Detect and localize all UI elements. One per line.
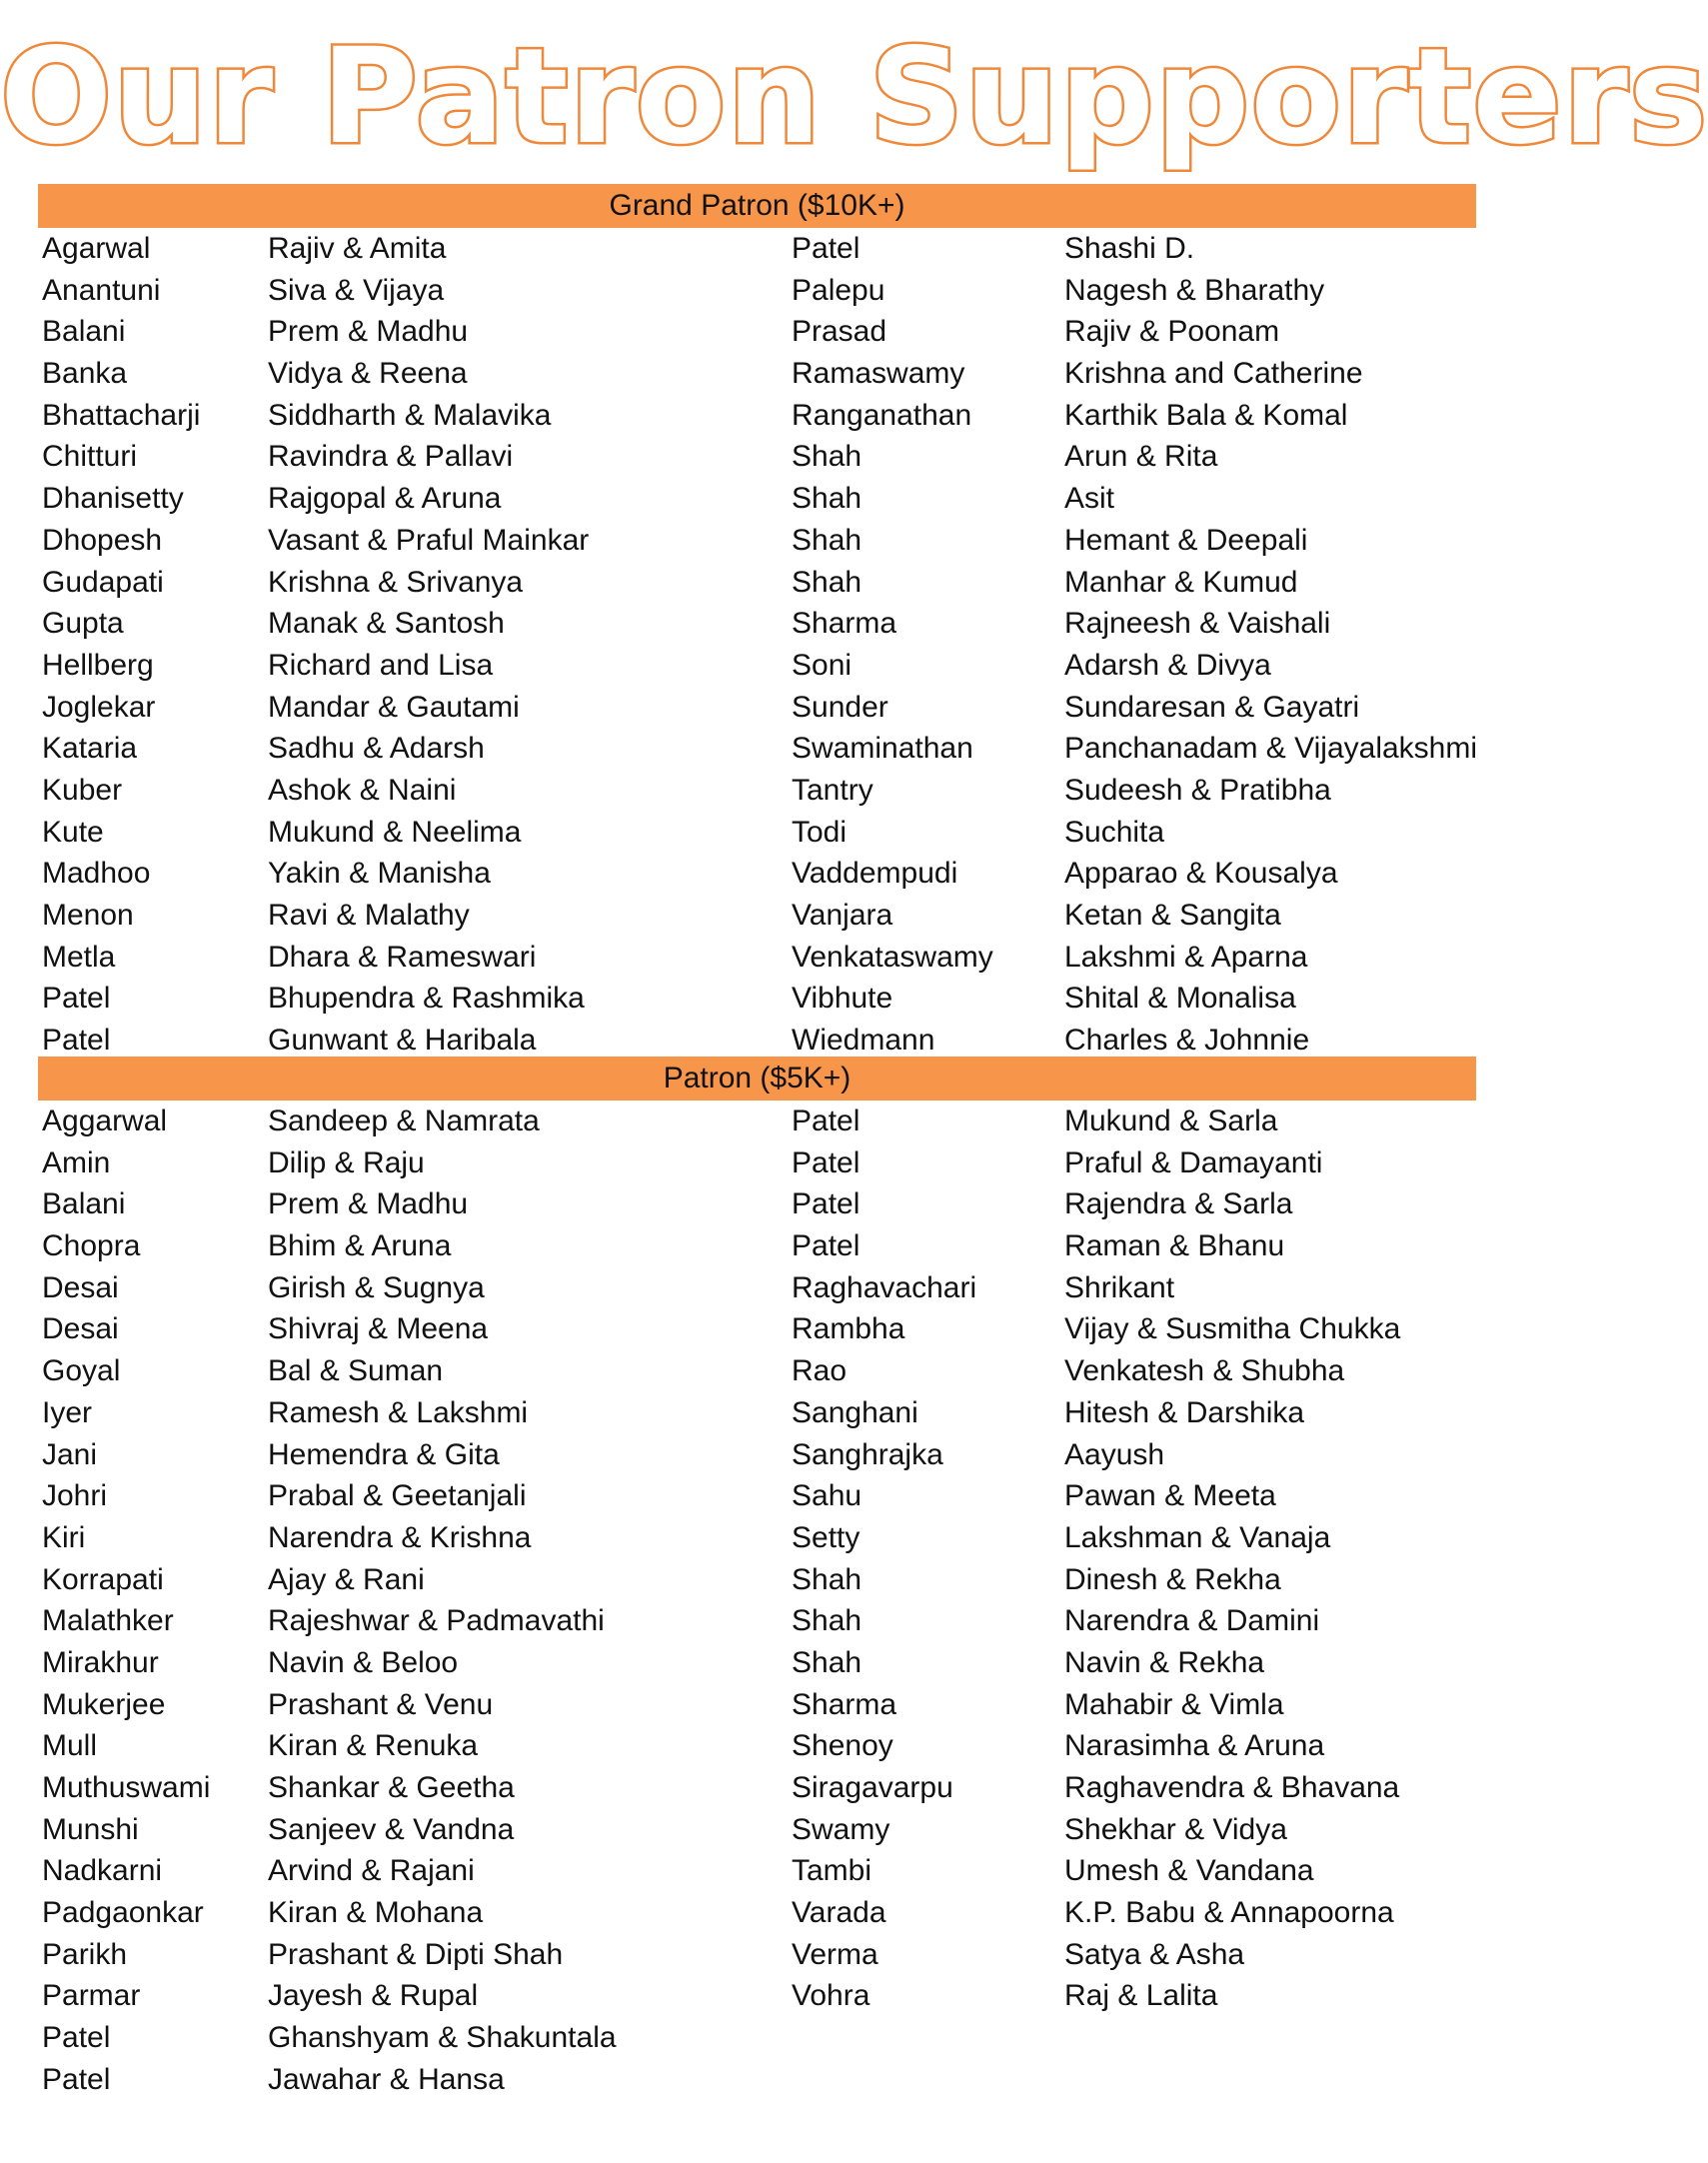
given-names-right: Sundaresan & Gayatri	[1064, 690, 1360, 724]
surname-right: Vanjara	[792, 899, 893, 932]
given-names-left: Dhara & Rameswari	[268, 940, 537, 974]
given-names-right: Dinesh & Rekha	[1064, 1562, 1281, 1596]
given-names-right: Suchita	[1064, 815, 1165, 849]
supporter-row	[0, 1020, 1476, 1062]
given-names-right: Arun & Rita	[1064, 440, 1218, 474]
surname-right: Todi	[792, 815, 848, 849]
supporter-row	[0, 395, 1476, 437]
surname-left: Muthuswami	[42, 1771, 211, 1804]
given-names-left: Sadhu & Adarsh	[268, 732, 485, 766]
given-names-left: Jayesh & Rupal	[268, 1979, 479, 2013]
given-names-right: Manhar & Kumud	[1064, 565, 1298, 599]
supporter-row	[0, 728, 1476, 770]
surname-right: Shah	[792, 1562, 862, 1596]
given-names-right: Shital & Monalisa	[1064, 982, 1296, 1016]
given-names-right: Hitesh & Darshika	[1064, 1395, 1305, 1429]
given-names-left: Siddharth & Malavika	[268, 398, 552, 432]
supporter-row	[0, 687, 1476, 729]
supporter-row	[0, 1183, 1476, 1225]
given-names-left: Girish & Sugnya	[268, 1270, 485, 1304]
given-names-left: Kiran & Mohana	[268, 1896, 484, 1930]
given-names-right: Narasimha & Aruna	[1064, 1729, 1325, 1763]
supporter-row	[0, 645, 1476, 687]
given-names-left: Bal & Suman	[268, 1354, 444, 1388]
surname-right: Raghavachari	[792, 1270, 977, 1304]
surname-right: Wiedmann	[792, 1024, 935, 1058]
given-names-left: Ajay & Rani	[268, 1562, 425, 1596]
given-names-left: Krishna & Srivanya	[268, 565, 524, 599]
supporter-row	[0, 1934, 1476, 1976]
surname-right: Sharma	[792, 1687, 897, 1721]
given-names-right: Nagesh & Bharathy	[1064, 273, 1325, 307]
given-names-left: Ravi & Malathy	[268, 899, 470, 932]
supporter-row	[0, 1142, 1476, 1184]
surname-right: Patel	[792, 1145, 860, 1179]
surname-right: Shah	[792, 523, 862, 557]
surname-left: Mull	[42, 1729, 98, 1763]
surname-left: Gudapati	[42, 565, 164, 599]
surname-left: Mirakhur	[42, 1645, 159, 1679]
given-names-right: Raj & Lalita	[1064, 1979, 1218, 2013]
given-names-left: Kiran & Renuka	[268, 1729, 479, 1763]
surname-left: Malathker	[42, 1604, 174, 1638]
given-names-left: Sanjeev & Vandna	[268, 1812, 515, 1846]
given-names-right: Mahabir & Vimla	[1064, 1687, 1284, 1721]
surname-left: Amin	[42, 1145, 111, 1179]
given-names-right: Rajiv & Poonam	[1064, 315, 1280, 349]
surname-left: Patel	[42, 2021, 111, 2055]
surname-left: Korrapati	[42, 1562, 164, 1596]
given-names-right: Raghavendra & Bhavana	[1064, 1771, 1400, 1804]
surname-right: Sahu	[792, 1479, 862, 1513]
supporter-row	[0, 1559, 1476, 1601]
given-names-left: Shivraj & Meena	[268, 1312, 489, 1346]
surname-left: Chitturi	[42, 440, 138, 474]
supporter-row	[0, 353, 1476, 395]
given-names-left: Ravindra & Pallavi	[268, 440, 514, 474]
given-names-right: Charles & Johnnie	[1064, 1024, 1310, 1058]
surname-right: Soni	[792, 648, 853, 682]
surname-left: Bhattacharji	[42, 398, 201, 432]
surname-left: Kute	[42, 815, 104, 849]
supporter-row	[0, 1225, 1476, 1267]
supporter-row	[0, 478, 1476, 520]
surname-left: Goyal	[42, 1354, 121, 1388]
given-names-left: Navin & Beloo	[268, 1645, 459, 1679]
given-names-right: Praful & Damayanti	[1064, 1145, 1323, 1179]
surname-left: Balani	[42, 315, 126, 349]
supporter-row	[0, 1684, 1476, 1726]
supporter-row	[0, 1308, 1476, 1350]
surname-left: Padgaonkar	[42, 1896, 204, 1930]
given-names-left: Manak & Santosh	[268, 607, 505, 641]
supporter-row	[0, 1100, 1476, 1142]
supporter-row	[0, 978, 1476, 1020]
given-names-right: Rajneesh & Vaishali	[1064, 607, 1331, 641]
surname-left: Chopra	[42, 1229, 141, 1263]
given-names-right: Mukund & Sarla	[1064, 1104, 1278, 1137]
given-names-left: Vidya & Reena	[268, 357, 468, 391]
surname-right: Siragavarpu	[792, 1771, 953, 1804]
given-names-right: Venkatesh & Shubha	[1064, 1354, 1345, 1388]
surname-left: Parmar	[42, 1979, 141, 2013]
surname-left: Gupta	[42, 607, 124, 641]
surname-right: Shah	[792, 1645, 862, 1679]
supporter-row	[0, 895, 1476, 937]
surname-left: Mukerjee	[42, 1687, 166, 1721]
surname-right: Shenoy	[792, 1729, 893, 1763]
page-title: Our Patron Supporters	[0, 20, 1708, 174]
surname-left: Parikh	[42, 1937, 128, 1971]
given-names-left: Ashok & Naini	[268, 773, 457, 807]
given-names-right: Umesh & Vandana	[1064, 1854, 1314, 1888]
surname-right: Ramaswamy	[792, 357, 965, 391]
surname-right: Rambha	[792, 1312, 905, 1346]
surname-right: Patel	[792, 232, 860, 265]
given-names-right: Shekhar & Vidya	[1064, 1812, 1287, 1846]
supporter-row	[0, 1434, 1476, 1476]
given-names-left: Siva & Vijaya	[268, 273, 445, 307]
supporter-row	[0, 1350, 1476, 1392]
surname-left: Patel	[42, 1024, 111, 1058]
given-names-right: Apparao & Kousalya	[1064, 857, 1338, 891]
surname-right: Shah	[792, 440, 862, 474]
supporter-row	[0, 228, 1476, 270]
given-names-right: Aayush	[1064, 1437, 1165, 1471]
given-names-left: Narendra & Krishna	[268, 1520, 532, 1554]
given-names-right: Sudeesh & Pratibha	[1064, 773, 1331, 807]
surname-right: Sanghani	[792, 1395, 918, 1429]
supporter-row	[0, 1850, 1476, 1892]
section-header-patron: Patron ($5K+)	[38, 1057, 1476, 1100]
given-names-left: Prem & Madhu	[268, 315, 469, 349]
surname-right: Sharma	[792, 607, 897, 641]
surname-right: Tantry	[792, 773, 873, 807]
surname-left: Desai	[42, 1270, 119, 1304]
given-names-left: Shankar & Geetha	[268, 1771, 515, 1804]
given-names-right: Shashi D.	[1064, 232, 1195, 265]
surname-right: Rao	[792, 1354, 848, 1388]
given-names-right: Rajendra & Sarla	[1064, 1187, 1293, 1221]
surname-right: Prasad	[792, 315, 887, 349]
given-names-left: Yakin & Manisha	[268, 857, 491, 891]
supporter-row	[0, 562, 1476, 604]
surname-right: Varada	[792, 1896, 886, 1930]
surname-left: Kiri	[42, 1520, 86, 1554]
given-names-left: Jawahar & Hansa	[268, 2062, 505, 2096]
supporter-row	[0, 1767, 1476, 1809]
surname-right: Vohra	[792, 1979, 870, 2013]
patron-list	[0, 1100, 1476, 2101]
given-names-left: Prashant & Dipti Shah	[268, 1937, 564, 1971]
surname-left: Kuber	[42, 773, 123, 807]
surname-right: Patel	[792, 1229, 860, 1263]
given-names-left: Arvind & Rajani	[268, 1854, 475, 1888]
surname-right: Palepu	[792, 273, 885, 307]
supporter-row	[0, 2059, 1476, 2101]
surname-right: Sunder	[792, 690, 888, 724]
surname-right: Shah	[792, 565, 862, 599]
surname-right: Shah	[792, 482, 862, 516]
surname-left: Madhoo	[42, 857, 151, 891]
surname-left: Menon	[42, 899, 134, 932]
given-names-right: Lakshman & Vanaja	[1064, 1520, 1331, 1554]
surname-left: Dhanisetty	[42, 482, 184, 516]
given-names-right: Asit	[1064, 482, 1115, 516]
surname-right: Patel	[792, 1104, 860, 1137]
given-names-left: Rajgopal & Aruna	[268, 482, 502, 516]
surname-right: Verma	[792, 1937, 878, 1971]
surname-left: Hellberg	[42, 648, 154, 682]
surname-right: Setty	[792, 1520, 860, 1554]
given-names-left: Ramesh & Lakshmi	[268, 1395, 529, 1429]
supporter-row	[0, 937, 1476, 979]
given-names-left: Richard and Lisa	[268, 648, 494, 682]
given-names-right: Satya & Asha	[1064, 1937, 1245, 1971]
surname-right: Vaddempudi	[792, 857, 958, 891]
surname-left: Iyer	[42, 1395, 93, 1429]
given-names-right: Pawan & Meeta	[1064, 1479, 1276, 1513]
given-names-right: K.P. Babu & Annapoorna	[1064, 1896, 1394, 1930]
surname-left: Kataria	[42, 732, 138, 766]
given-names-left: Vasant & Praful Mainkar	[268, 523, 590, 557]
given-names-left: Prashant & Venu	[268, 1687, 494, 1721]
supporter-row	[0, 1975, 1476, 2017]
supporter-row	[0, 603, 1476, 645]
given-names-left: Rajiv & Amita	[268, 232, 447, 265]
supporter-row	[0, 270, 1476, 312]
supporter-row	[0, 1475, 1476, 1517]
supporter-row	[0, 812, 1476, 854]
given-names-left: Hemendra & Gita	[268, 1437, 500, 1471]
supporter-row	[0, 1642, 1476, 1684]
surname-right: Patel	[792, 1187, 860, 1221]
given-names-left: Dilip & Raju	[268, 1145, 425, 1179]
given-names-left: Prem & Madhu	[268, 1187, 469, 1221]
grand-patron-list	[0, 228, 1476, 1062]
supporter-row	[0, 1725, 1476, 1767]
surname-right: Tambi	[792, 1854, 872, 1888]
surname-right: Shah	[792, 1604, 862, 1638]
supporter-row	[0, 1600, 1476, 1642]
supporter-row	[0, 770, 1476, 812]
surname-right: Sanghrajka	[792, 1437, 943, 1471]
given-names-right: Vijay & Susmitha Chukka	[1064, 1312, 1401, 1346]
surname-right: Ranganathan	[792, 398, 972, 432]
surname-left: Munshi	[42, 1812, 139, 1846]
surname-right: Swamy	[792, 1812, 890, 1846]
supporter-row	[0, 1892, 1476, 1934]
surname-right: Swaminathan	[792, 732, 973, 766]
given-names-right: Karthik Bala & Komal	[1064, 398, 1348, 432]
given-names-left: Ghanshyam & Shakuntala	[268, 2021, 617, 2055]
supporter-row	[0, 1809, 1476, 1851]
supporter-row	[0, 1517, 1476, 1559]
supporter-row	[0, 2017, 1476, 2059]
surname-left: Aggarwal	[42, 1104, 168, 1137]
given-names-right: Navin & Rekha	[1064, 1645, 1265, 1679]
surname-left: Balani	[42, 1187, 126, 1221]
given-names-right: Ketan & Sangita	[1064, 899, 1281, 932]
given-names-left: Gunwant & Haribala	[268, 1024, 537, 1058]
given-names-left: Bhim & Aruna	[268, 1229, 452, 1263]
given-names-right: Raman & Bhanu	[1064, 1229, 1285, 1263]
given-names-right: Hemant & Deepali	[1064, 523, 1308, 557]
surname-left: Patel	[42, 982, 111, 1016]
given-names-left: Mukund & Neelima	[268, 815, 522, 849]
given-names-left: Prabal & Geetanjali	[268, 1479, 527, 1513]
given-names-right: Narendra & Damini	[1064, 1604, 1320, 1638]
surname-left: Johri	[42, 1479, 108, 1513]
given-names-left: Bhupendra & Rashmika	[268, 982, 585, 1016]
given-names-right: Lakshmi & Aparna	[1064, 940, 1308, 974]
section-header-grand-patron: Grand Patron ($10K+)	[38, 184, 1476, 228]
surname-left: Desai	[42, 1312, 119, 1346]
supporter-row	[0, 520, 1476, 562]
surname-left: Anantuni	[42, 273, 161, 307]
surname-left: Agarwal	[42, 232, 151, 265]
supporter-row	[0, 436, 1476, 478]
surname-left: Dhopesh	[42, 523, 163, 557]
surname-right: Venkataswamy	[792, 940, 993, 974]
given-names-right: Shrikant	[1064, 1270, 1175, 1304]
surname-left: Jani	[42, 1437, 98, 1471]
given-names-right: Panchanadam & Vijayalakshmi	[1064, 732, 1478, 766]
given-names-left: Rajeshwar & Padmavathi	[268, 1604, 605, 1638]
given-names-right: Krishna and Catherine	[1064, 357, 1363, 391]
supporter-row	[0, 853, 1476, 895]
surname-left: Metla	[42, 940, 116, 974]
surname-left: Patel	[42, 2062, 111, 2096]
supporter-row	[0, 311, 1476, 353]
surname-left: Nadkarni	[42, 1854, 163, 1888]
surname-right: Vibhute	[792, 982, 893, 1016]
supporter-row	[0, 1267, 1476, 1309]
supporter-row	[0, 1392, 1476, 1434]
given-names-left: Sandeep & Namrata	[268, 1104, 540, 1137]
surname-left: Banka	[42, 357, 128, 391]
surname-left: Joglekar	[42, 690, 156, 724]
given-names-left: Mandar & Gautami	[268, 690, 520, 724]
given-names-right: Adarsh & Divya	[1064, 648, 1271, 682]
